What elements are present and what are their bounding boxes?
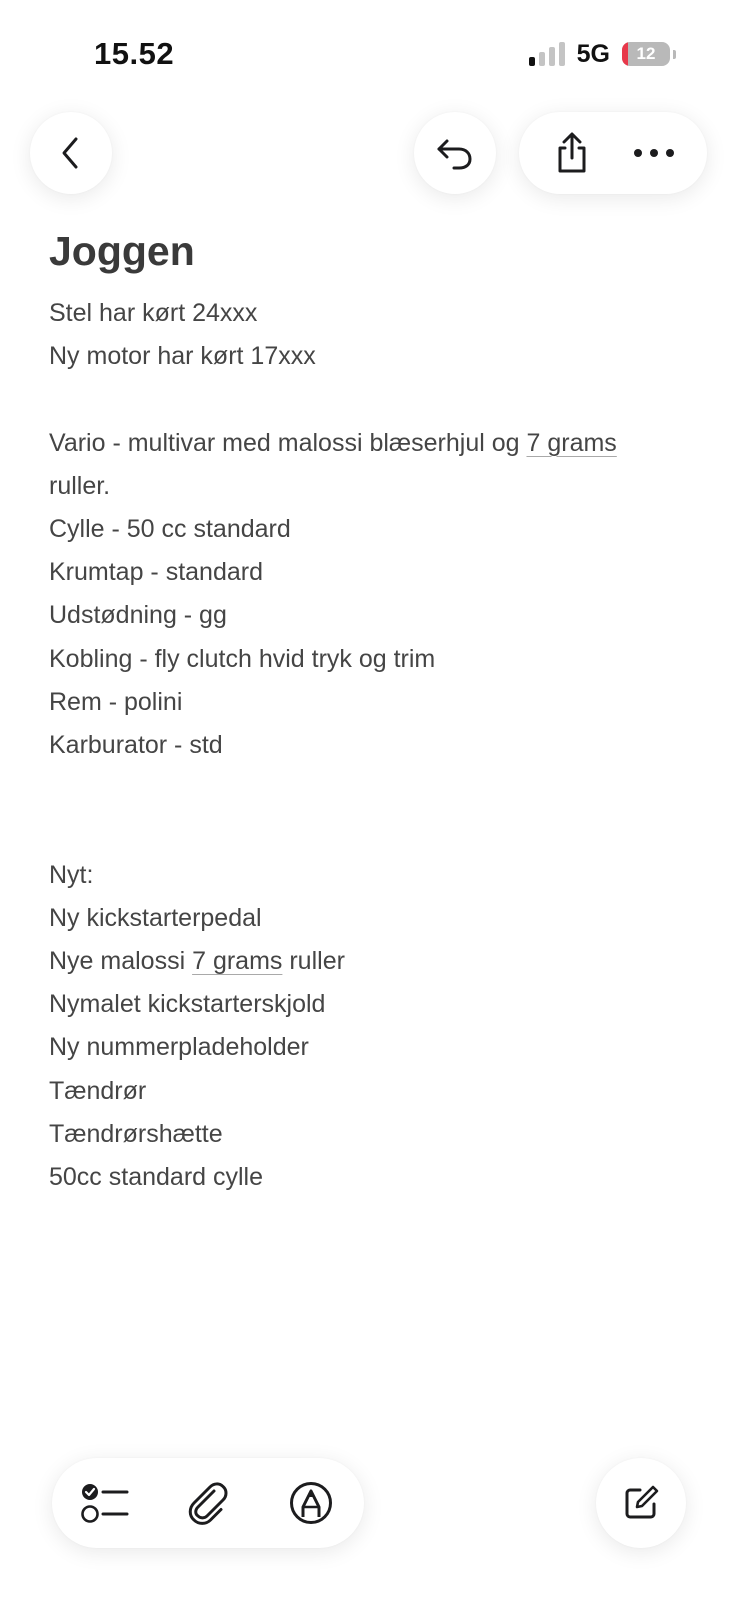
paperclip-icon bbox=[187, 1481, 229, 1525]
share-icon bbox=[554, 132, 590, 174]
more-button[interactable] bbox=[619, 118, 689, 188]
note-text: Tændrør bbox=[49, 1076, 147, 1105]
note-title[interactable]: Joggen bbox=[49, 228, 195, 274]
note-line[interactable] bbox=[49, 854, 709, 897]
note-line[interactable] bbox=[49, 1070, 709, 1113]
note-line[interactable] bbox=[49, 1113, 709, 1156]
empty-line[interactable] bbox=[49, 810, 709, 853]
network-type: 5G bbox=[576, 39, 610, 68]
ellipsis-icon bbox=[633, 148, 675, 158]
note-text: ruller. bbox=[49, 471, 111, 500]
status-indicators bbox=[529, 38, 676, 70]
markup-button[interactable] bbox=[276, 1468, 346, 1538]
note-line[interactable] bbox=[49, 897, 709, 940]
battery-level: 12 bbox=[636, 44, 656, 63]
note-line[interactable] bbox=[49, 983, 709, 1026]
note-line[interactable] bbox=[49, 465, 709, 508]
signal-bar bbox=[549, 47, 555, 66]
signal-bar bbox=[529, 57, 535, 66]
note-text: 50cc standard cylle bbox=[49, 1163, 264, 1192]
note-line[interactable] bbox=[49, 681, 709, 724]
note-text: Ny nummerpladeholder bbox=[49, 1033, 309, 1062]
note-text: Ny kickstarterpedal bbox=[49, 903, 262, 932]
note-line[interactable] bbox=[49, 594, 709, 637]
undo-button[interactable] bbox=[414, 112, 496, 194]
status-time: 15.52 bbox=[94, 36, 175, 71]
note-line[interactable] bbox=[49, 422, 709, 465]
note-text: Cylle - 50 cc standard bbox=[49, 515, 291, 543]
note-text: Rem - polini bbox=[49, 687, 183, 716]
checklist-icon bbox=[81, 1482, 129, 1524]
battery-fill bbox=[622, 42, 628, 66]
signal-bar bbox=[539, 52, 545, 66]
back-button[interactable] bbox=[30, 112, 112, 194]
note-line[interactable] bbox=[49, 551, 709, 594]
note-line[interactable] bbox=[49, 638, 709, 681]
detected-measurement-link[interactable]: 7 grams bbox=[526, 428, 617, 457]
note-text: Karburator - std bbox=[49, 731, 223, 760]
note-text: Udstødning - gg bbox=[49, 601, 227, 630]
empty-line[interactable] bbox=[49, 378, 709, 421]
battery-cap bbox=[673, 50, 676, 59]
battery-icon bbox=[622, 42, 670, 66]
attachment-button[interactable] bbox=[173, 1468, 243, 1538]
note-line[interactable] bbox=[49, 940, 709, 983]
note-line[interactable] bbox=[49, 335, 709, 378]
note-text: Stel har kørt 24xxx bbox=[49, 299, 258, 327]
note-text: Krumtap - standard bbox=[49, 558, 263, 587]
checklist-button[interactable] bbox=[70, 1468, 140, 1538]
cellular-signal-icon bbox=[529, 42, 565, 66]
note-text: Nymalet kickstarterskjold bbox=[49, 990, 326, 1019]
note-text: Nyt: bbox=[49, 860, 94, 889]
note-line[interactable] bbox=[49, 508, 709, 551]
note-text: Tændrørshætte bbox=[49, 1119, 223, 1148]
undo-icon bbox=[435, 135, 475, 171]
note-line[interactable] bbox=[49, 724, 709, 767]
note-text: Nye malossi bbox=[49, 947, 193, 975]
note-actions-group bbox=[519, 112, 707, 194]
detected-measurement-link[interactable]: 7 grams bbox=[192, 947, 283, 975]
compose-icon bbox=[622, 1484, 660, 1522]
note-body[interactable] bbox=[49, 292, 709, 1199]
note-line[interactable] bbox=[49, 1156, 709, 1199]
new-note-button[interactable] bbox=[596, 1458, 686, 1548]
note-line[interactable] bbox=[49, 292, 709, 335]
formatting-toolbar bbox=[52, 1458, 364, 1548]
share-button[interactable] bbox=[537, 118, 607, 188]
empty-line[interactable] bbox=[49, 767, 709, 810]
note-text: Ny motor har kørt 17xxx bbox=[49, 342, 316, 371]
signal-bar bbox=[559, 42, 565, 66]
note-text: Kobling - fly clutch hvid tryk og trim bbox=[49, 644, 436, 673]
chevron-left-icon bbox=[56, 135, 86, 171]
markup-pen-icon bbox=[289, 1481, 333, 1525]
note-line[interactable] bbox=[49, 1026, 709, 1069]
note-text: ruller bbox=[282, 947, 345, 975]
note-text: Vario - multivar med malossi blæserhjul og bbox=[49, 428, 527, 457]
